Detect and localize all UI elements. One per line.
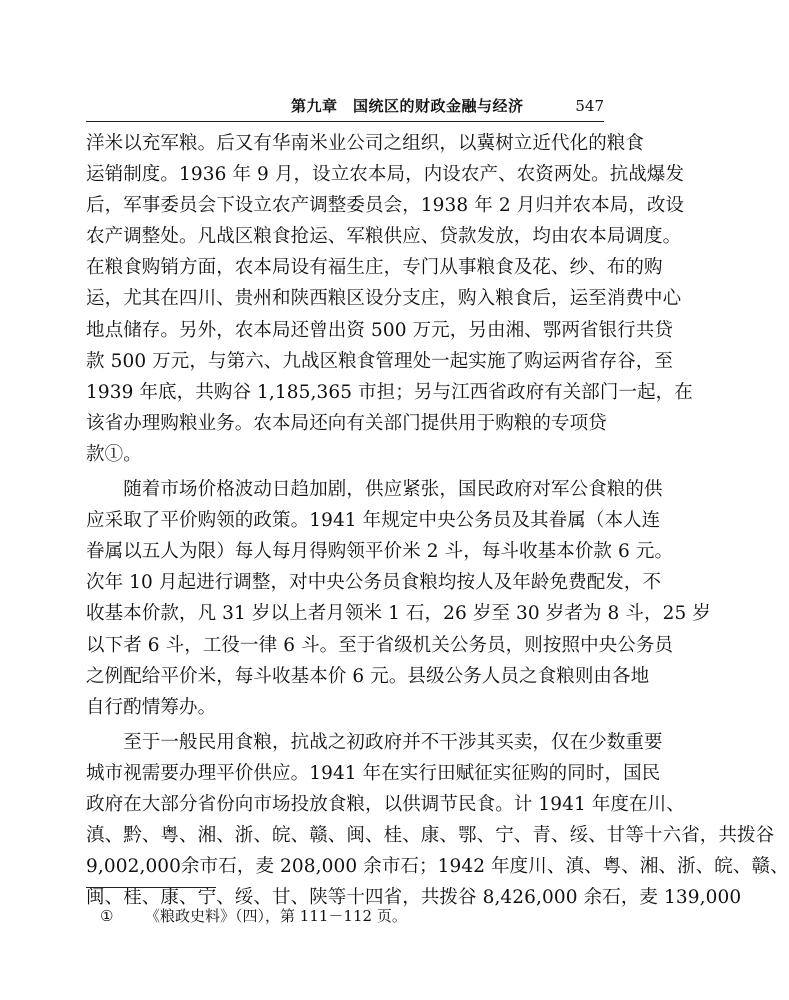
- text-line: 随着市场价格波动日趋加剧，供应紧张，国民政府对军公食粮的供: [86, 479, 663, 501]
- text-line: 闽、桂、康、宁、绥、甘、陕等十四省，共拨谷 8,426,000 余石，麦 139,000: [86, 887, 742, 909]
- text-line: 以下者 6 斗，工役一律 6 斗。至于省级机关公务员，则按照中央公务员: [86, 634, 674, 656]
- chapter-title: 第九章 国统区的财政金融与经济: [291, 97, 524, 115]
- footnote-rule: [86, 887, 216, 888]
- paragraph: [86, 727, 789, 914]
- text-line: 地点储存。另外，农本局还曾出资 500 万元，另由湘、鄂两省银行共贷: [86, 319, 673, 341]
- footnote-text: 《粮政史料》（四），第 111－112 页。: [145, 907, 407, 925]
- text-line: 滇、黔、粤、湘、浙、皖、赣、闽、桂、康、鄂、宁、青、绥、甘等十六省，共拨谷: [86, 825, 775, 847]
- text-line: 款 500 万元，与第六、九战区粮食管理处一起实施了购运两省存谷，至: [86, 350, 673, 372]
- running-header: [86, 94, 604, 120]
- text-line: 洋米以充军粮。后又有华南米业公司之组织，以冀树立近代化的粮食: [86, 133, 645, 154]
- text-line: 农产调整处。凡战区粮食抢运、军粮供应、贷款发放，均由农本局调度。: [86, 226, 682, 248]
- text-line: 收基本价款，凡 31 岁以上者月领米 1 石，26 岁至 30 岁者为 8 斗，25 岁: [86, 603, 711, 625]
- text-line: 后，军事委员会下设立农产调整委员会，1938 年 2 月归并农本局，改设: [86, 195, 685, 217]
- text-line: 1939 年底，共购谷 1,185,365 市担；另与江西省政府有关部门一起，在: [86, 381, 693, 403]
- text-line: 自行酌情筹办。: [86, 696, 217, 718]
- paragraph: [86, 128, 693, 470]
- text-line: 运，尤其在四川、贵州和陕西粮区设分支庄，购入粮食后，运至消费中心: [86, 288, 682, 310]
- text-line: 应采取了平价购领的政策。1941 年规定中央公务员及其眷属（本人连: [86, 510, 661, 532]
- footnote: [100, 905, 407, 927]
- text-line: 政府在大部分省份向市场投放食粮，以供调节民食。计 1941 年度在川、: [86, 793, 685, 815]
- text-line: 在粮食购销方面，农本局设有福生庄，专门从事粮食及花、纱、布的购: [86, 257, 663, 279]
- text-line: 该省办理购粮业务。农本局还向有关部门提供用于购粮的专项贷: [86, 412, 607, 434]
- page-number: 547: [575, 97, 604, 115]
- footnote-marker: ①: [100, 907, 114, 925]
- text-line: 城市视需要办理平价供应。1941 年在实行田赋征实征购的同时，国民: [86, 762, 661, 784]
- text-line: 之例配给平价米，每斗收基本价 6 元。县级公务人员之食粮则由各地: [86, 665, 650, 687]
- paragraph: [86, 474, 711, 723]
- text-line: 至于一般民用食粮，抗战之初政府并不干涉其买卖，仅在少数重要: [86, 731, 663, 753]
- text-line: 眷属以五人为限）每人每月得购领平价米 2 斗，每斗收基本价款 6 元。: [86, 541, 674, 563]
- text-line: 9,002,000余市石，麦 208,000 余市石；1942 年度川、滇、粤、湘、浙、皖、赣、: [86, 856, 789, 878]
- header-rule: [86, 121, 604, 122]
- text-line: 款①。: [86, 443, 142, 465]
- text-line: 次年 10 月起进行调整，对中央公务员食粮均按人及年龄免费配发，不: [86, 572, 662, 594]
- body-text: [86, 128, 789, 913]
- text-line: 运销制度。1936 年 9 月，设立农本局，内设农产、农资两处。抗战爆发: [86, 164, 685, 186]
